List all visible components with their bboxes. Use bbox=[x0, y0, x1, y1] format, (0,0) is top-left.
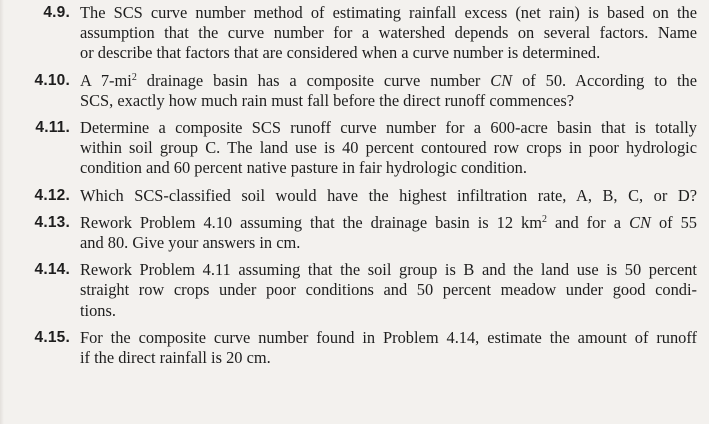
problem-number: 4.11. bbox=[35, 119, 70, 137]
problem-4-14 bbox=[0, 260, 709, 321]
problem-number: 4.15. bbox=[34, 328, 70, 346]
problem-line: assumption that the curve number for a watershed depends on several factors. Name bbox=[80, 23, 697, 43]
problem-4-15 bbox=[0, 328, 709, 368]
problem-text bbox=[70, 3, 709, 64]
problem-number: 4.12. bbox=[34, 186, 70, 204]
problem-4-9 bbox=[0, 3, 709, 64]
problem-text bbox=[70, 71, 709, 111]
problem-line: if the direct rainfall is 20 cm. bbox=[80, 348, 271, 368]
problem-4-12 bbox=[0, 186, 709, 206]
problem-line: tions. bbox=[80, 300, 116, 320]
problem-line: A $7-mi^2$ drainage basin has a composite curve number CN of 50. According to the bbox=[80, 70, 697, 90]
problem-line: SCS, exactly how much rain must fall before the direct runoff commences? bbox=[80, 90, 574, 110]
problem-text bbox=[70, 118, 709, 179]
problem-line: condition and 60 percent native pasture in fair hydrologic condition. bbox=[80, 158, 527, 178]
problem-4-10 bbox=[0, 71, 709, 111]
problem-line: The SCS curve number method of estimating rainfall excess (net rain) is based on the bbox=[80, 3, 697, 22]
problem-line: Determine a composite SCS runoff curve number for a 600-acre basin that is totally bbox=[80, 118, 697, 138]
problem-text bbox=[70, 186, 709, 206]
problem-number: 4.10. bbox=[34, 71, 70, 89]
problem-line: For the composite curve number found in Problem 4.14, estimate the amount of runoff bbox=[80, 327, 697, 347]
problem-line: and 80. Give your answers in cm. bbox=[80, 233, 301, 253]
problem-line: within soil group C. The land use is 40 percent contoured row crops in poor hydrologic bbox=[80, 138, 697, 158]
problem-4-13 bbox=[0, 213, 709, 253]
problem-number: 4.14. bbox=[34, 261, 70, 279]
problem-4-11 bbox=[0, 118, 709, 179]
problem-line: Which SCS-classified soil would have the highest infiltration rate, A, B, C, or D? bbox=[80, 185, 697, 205]
problem-number: 4.9. bbox=[43, 4, 70, 21]
problem-line: Rework Problem 4.10 assuming that the drainage basin is 12 $km^2$ and for a CN of 55 bbox=[80, 212, 697, 232]
problem-line: or describe that factors that are considered when a curve number is determined. bbox=[80, 43, 601, 63]
problem-text bbox=[70, 328, 709, 368]
problem-text bbox=[70, 260, 709, 321]
problem-list bbox=[0, 3, 709, 375]
problem-line: straight row crops under poor conditions and 50 percent meadow under good condi- bbox=[80, 280, 697, 300]
problem-text bbox=[70, 213, 709, 253]
problem-number: 4.13. bbox=[34, 213, 70, 231]
problem-line: Rework Problem 4.11 assuming that the soil group is B and the land use is 50 percent bbox=[80, 260, 697, 280]
